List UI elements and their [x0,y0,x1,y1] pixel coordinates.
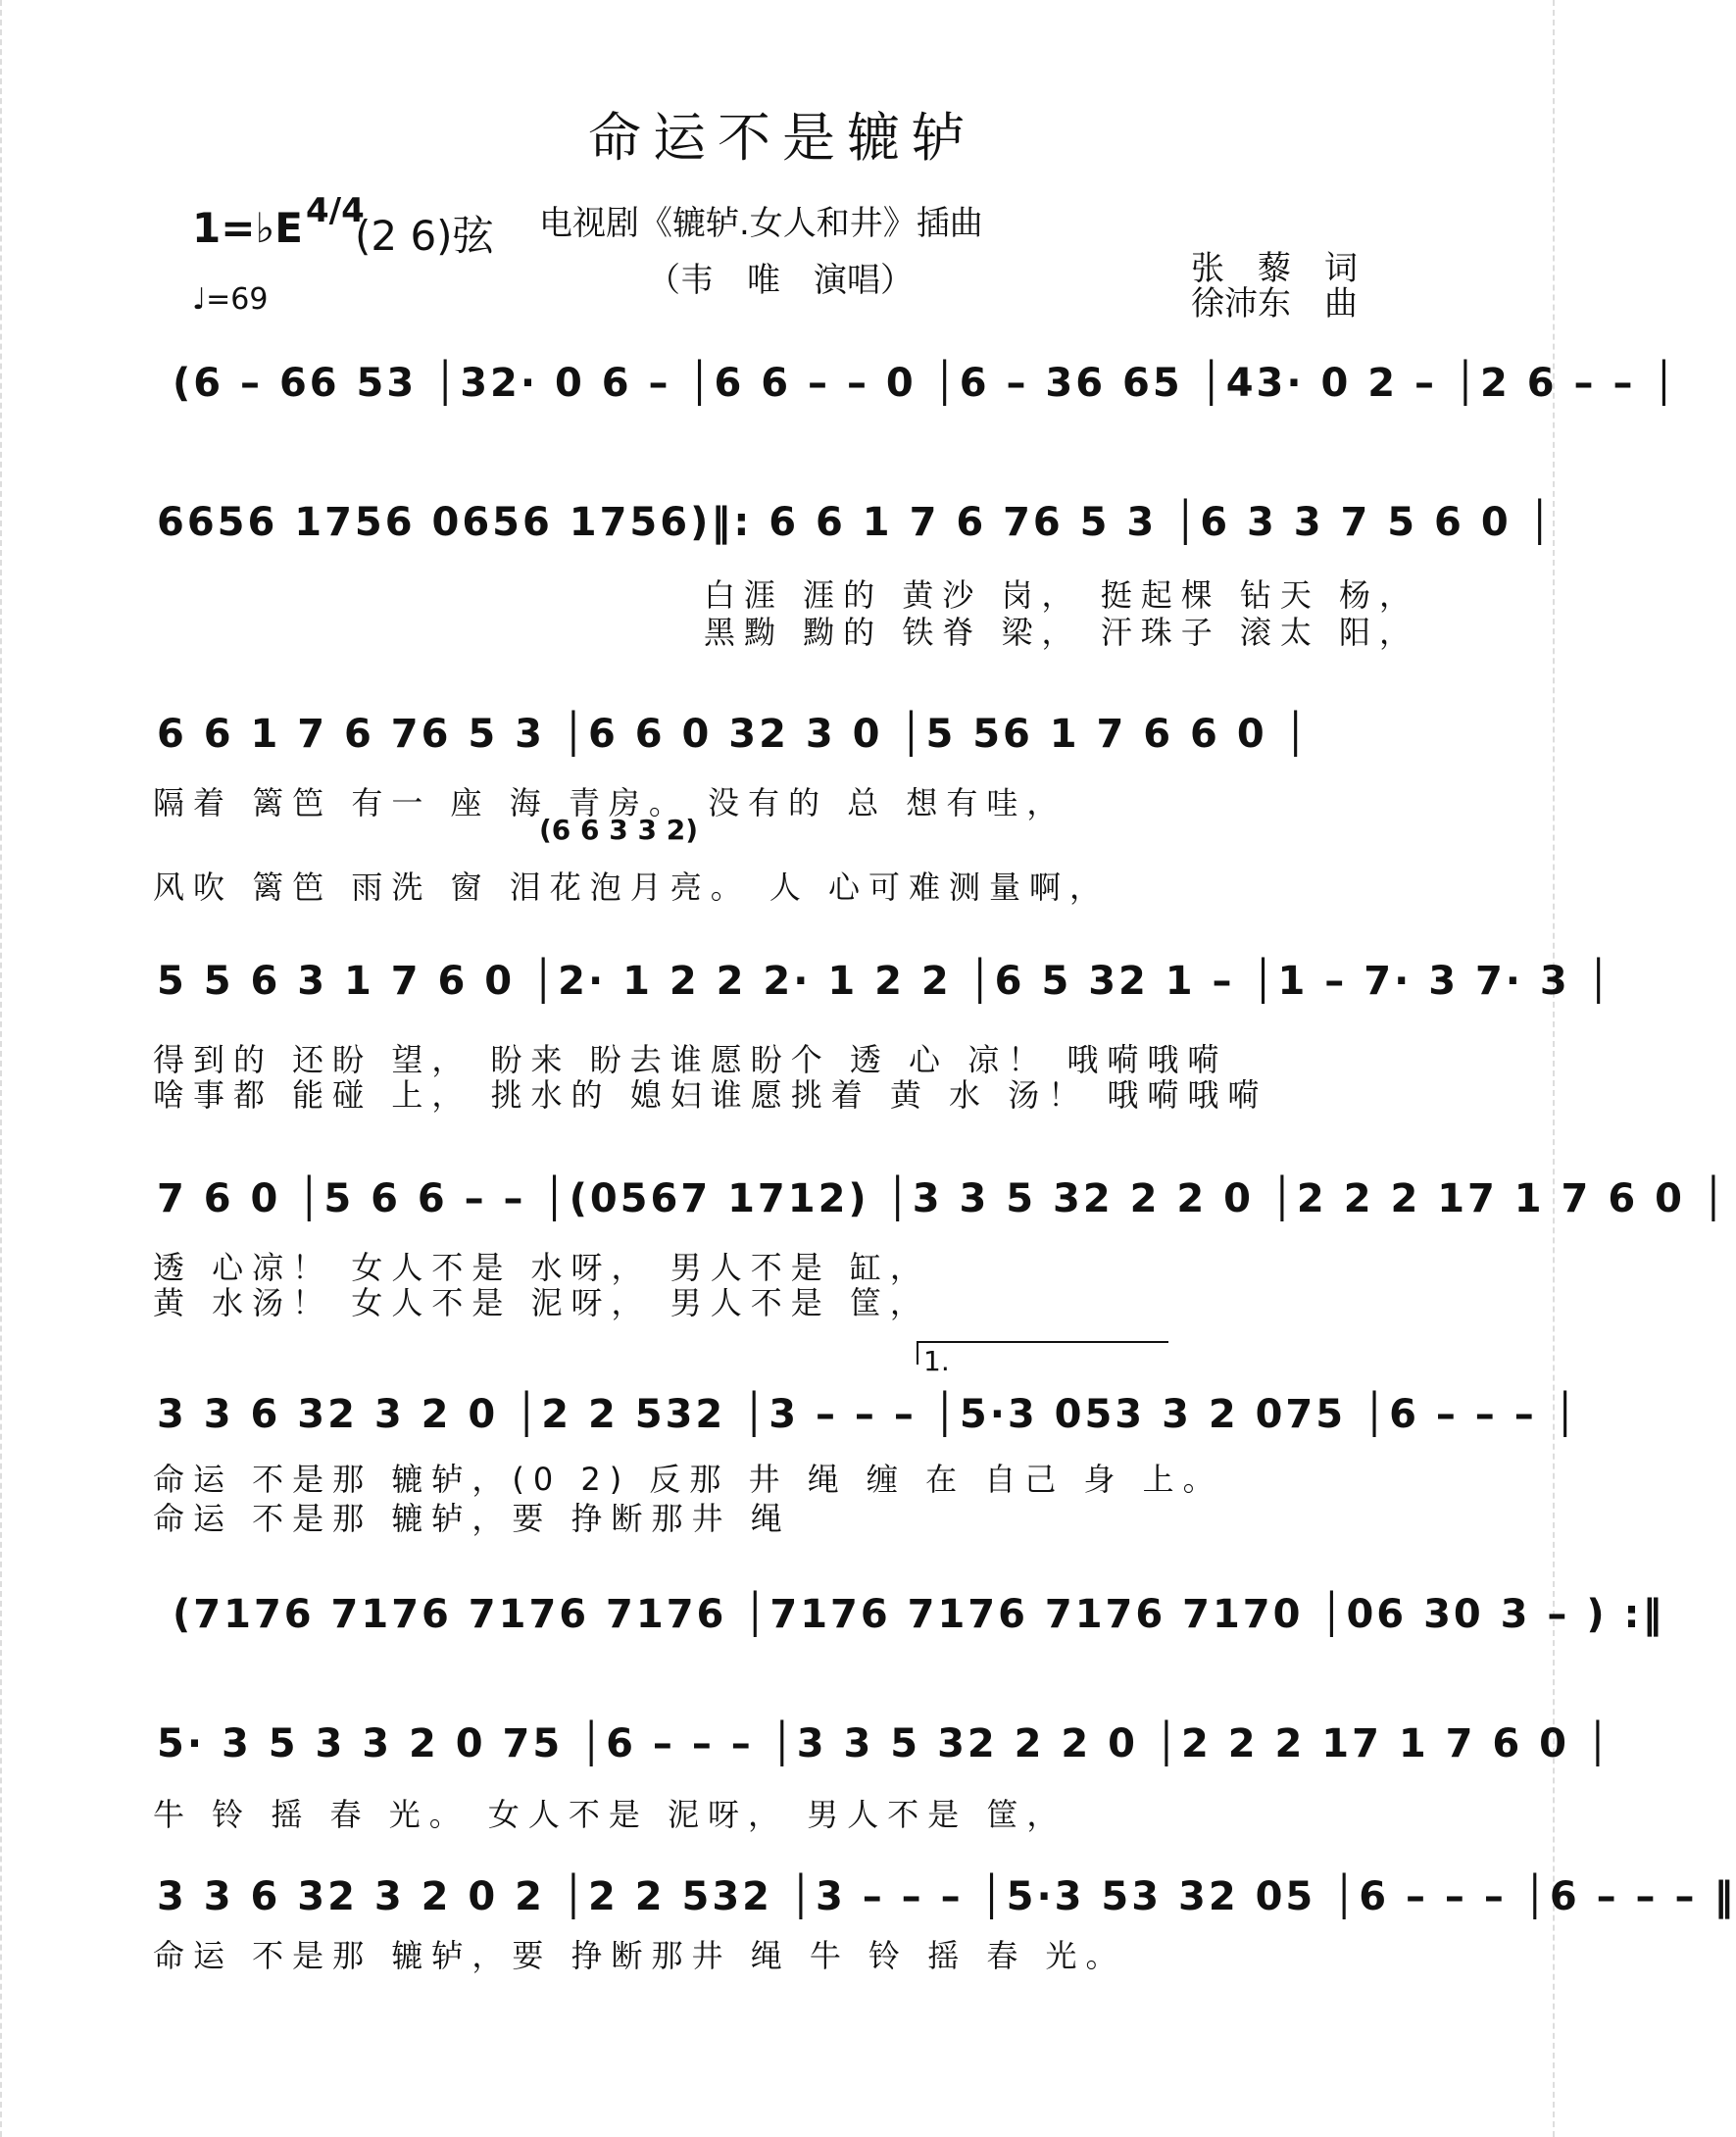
lyric-line-5a: 透 心凉！ 女人不是 水呀， 男人不是 缸， [153,1249,930,1286]
subtitle: 电视剧《辘轳.女人和井》插曲 [539,204,983,243]
lyric-line-2b: 黑黝 黝的 铁脊 梁， 汗珠子 滚太 阳， [704,614,1420,651]
score-line-4: 5 5 6 3 1 7 6 0 │2· 1 2 2 2· 1 2 2 │6 5 32 1 – │1 – 7· 3 7· 3 │ [157,959,1613,1004]
score-line-5: 7 6 0 │5 6 6 – – │(0567 1712) │3 3 5 32 2 2 0 │2 2 2 17 1 7 6 0 │ [157,1176,1728,1221]
lyric-line-4b: 啥事都 能碰 上， 挑水的 媳妇谁愿挑着 黄 水 汤！ 哦嗬哦嗬 [153,1076,1268,1114]
volta-bracket [917,1341,1168,1365]
key-signature: 1=♭E [192,204,303,252]
time-signature-value: 4/4 [306,191,365,230]
score-line-3: 6 6 1 7 6 76 5 3 │6 6 0 32 3 0 │5 56 1 7 6 6 0 │ [157,712,1311,757]
lyric-line-6b: 命运 不是那 辘轳，要 挣断那井 绳 [153,1500,791,1537]
lyric-line-8: 牛 铃 摇 春 光。 女人不是 泥呀， 男人不是 筐， [153,1796,1067,1833]
alt-notes-line-3: (6 6 3 3 2) [539,814,698,846]
lyric-line-3b: 风吹 篱笆 雨洗 窗 泪花泡月亮。 人 心可难测量啊， [153,869,1111,906]
score-line-6: 3 3 6 32 3 2 0 │2 2 532 │3 – – – │5·3 053 3 2 075 │6 – – – │ [157,1392,1580,1437]
volta-label: 1. [923,1345,950,1377]
song-title: 命运不是辘轳 [588,107,976,169]
lyric-line-5b: 黄 水汤！ 女人不是 泥呀， 男人不是 筐， [153,1284,930,1321]
score-line-7: (7176 7176 7176 7176 │7176 7176 7176 7170 │06 30 3 – ) :‖ [173,1592,1665,1637]
lyric-line-9: 命运 不是那 辘轳，要 挣断那井 绳 牛 铃 摇 春 光。 [153,1937,1126,1974]
score-line-9: 3 3 6 32 3 2 0 2 │2 2 532 │3 – – – │5·3 53 32 05 │6 – – – │6 – – – ‖ [157,1874,1736,1919]
composer: 徐沛东 曲 [1191,284,1358,323]
score-line-1: (6 – 66 53 │32· 0 6 – │6 6 – – 0 │6 – 36 65 │43· 0 2 – │2 6 – – │ [173,361,1679,406]
tuning: (2 6)弦 [355,212,494,260]
score-line-2: 6656 1756 0656 1756)‖: 6 6 1 7 6 76 5 3 │6 3 3 7 5 6 0 │ [157,500,1555,545]
lyric-line-6a: 命运 不是那 辘轳，(0 2) 反那 井 绳 缠 在 自己 身 上。 [153,1461,1223,1498]
lyric-line-4a: 得到的 还盼 望， 盼来 盼去谁愿盼个 透 心 凉！ 哦嗬哦嗬 [153,1041,1228,1078]
lyric-line-2a: 白涯 涯的 黄沙 岗， 挺起棵 钻天 杨， [704,576,1420,614]
performer: （韦 唯 演唱） [647,261,914,300]
score-line-8: 5· 3 5 3 3 2 0 75 │6 – – – │3 3 5 32 2 2 0 │2 2 2 17 1 7 6 0 │ [157,1721,1612,1766]
lyricist: 张 藜 词 [1191,249,1358,288]
lyric-line-3a: 隔着 篱笆 有一 座 海 青房。 没有的 总 想有哇， [153,784,1067,821]
tempo-marking: ♩=69 [192,282,269,317]
